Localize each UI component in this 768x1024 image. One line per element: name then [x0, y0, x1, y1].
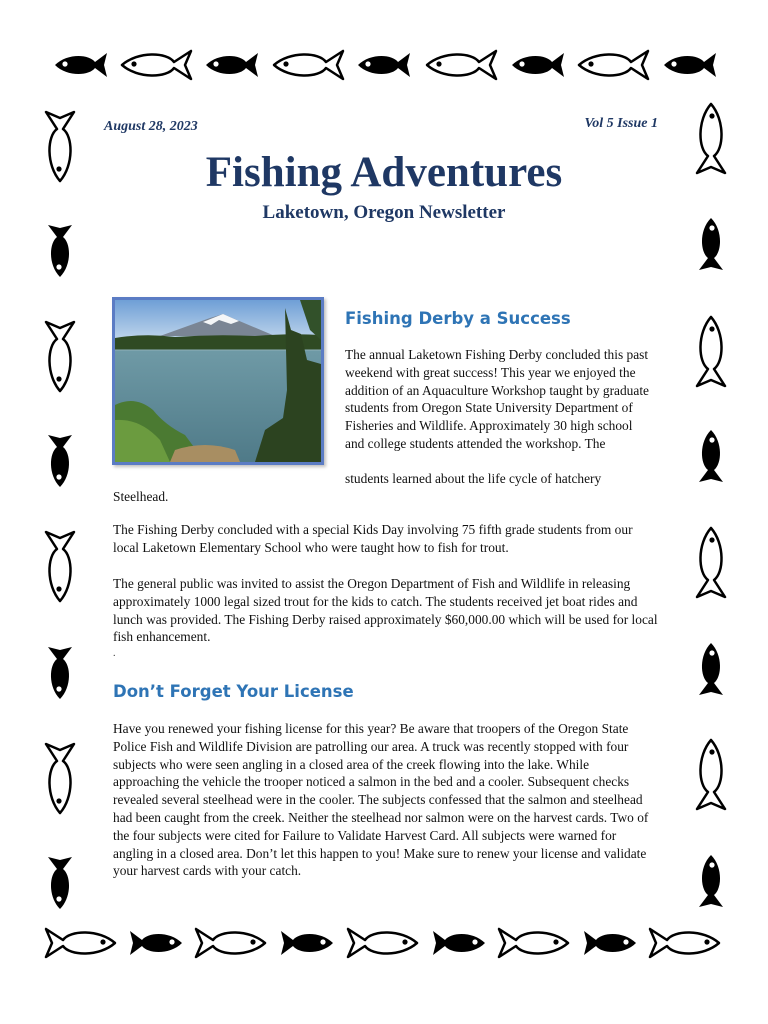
- fish-icon: [46, 532, 74, 601]
- issue-date: August 28, 2023: [104, 119, 198, 134]
- fish-icon: [499, 929, 568, 957]
- fish-icon: [433, 931, 485, 955]
- fish-icon: [48, 435, 72, 487]
- fish-icon: [697, 317, 725, 386]
- fish-icon: [348, 929, 417, 957]
- derby-paragraph-1: The annual Laketown Fishing Derby concluded this past weekend with great success! This year we enjoyed the addition of an Aquaculture Workshop taught by graduate students from Oregon State University Department of Fisheries and Wildlife. Approximately 30 high school and college students attended the workshop. The: [345, 347, 649, 451]
- fish-icon: [699, 430, 723, 482]
- lake-mountain-image: [115, 300, 321, 462]
- fish-icon: [664, 53, 716, 77]
- article-heading-license: Don’t Forget Your License: [113, 682, 354, 701]
- derby-paragraph-1-end: Steelhead.: [113, 489, 169, 504]
- fish-icon: [55, 53, 107, 77]
- fish-icon: [48, 857, 72, 909]
- fish-icon: [46, 929, 115, 957]
- newsletter-subtitle: Laketown, Oregon Newsletter: [262, 202, 506, 223]
- fish-icon: [196, 929, 265, 957]
- article-heading-derby: Fishing Derby a Success: [345, 309, 571, 328]
- fish-icon: [584, 931, 636, 955]
- fish-icon: [46, 744, 74, 813]
- fish-icon: [427, 51, 496, 79]
- fish-icon: [358, 53, 410, 77]
- fish-icon: [650, 929, 719, 957]
- derby-paragraph-3: The general public was invited to assist the Oregon Department of Fish and Wildlife in releasing approximately 1000 legal sized trout for the kids to catch. The students received jet boat rides and lunch was provided. The Fishing Derby raised approximately $60,000.00 which will be used for local fish enhancement.: [113, 576, 658, 645]
- stray-mark: .: [113, 648, 116, 659]
- fish-icon: [281, 931, 333, 955]
- newsletter-title: Fishing Adventures: [205, 149, 563, 196]
- derby-paragraph-1-continued: students learned about the life cycle of hatchery: [345, 471, 602, 486]
- license-paragraph: Have you renewed your fishing license for this year? Be aware that troopers of the Oregon State Police Fish and Wildlife Division are patrolling our area. A truck was recently stopped with four subjects who were seen angling in a closed area of the creek flowing into the lake. While approaching the vehicle the trooper noticed a salmon in the bed and a cooler. Subsequent checks revealed several steelhead were in the cooler. The subjects confessed that the salmon and steelhead had been caught from the creek. Neither the steelhead nor salmon were on the harvest cards. Two of the four subjects were cited for Failure to Validate Harvest Card. All subjects were warned for angling in a closed area. Don’t let this happen to you! Make sure to renew your license and validate your harvest cards with your catch.: [113, 721, 649, 879]
- fish-icon: [46, 322, 74, 391]
- fish-icon: [206, 53, 258, 77]
- fish-icon: [579, 51, 648, 79]
- fish-icon: [48, 647, 72, 699]
- fish-icon: [130, 931, 182, 955]
- fish-icon: [697, 740, 725, 809]
- fish-icon: [699, 855, 723, 907]
- fish-icon: [274, 51, 343, 79]
- fish-icon: [512, 53, 564, 77]
- fish-icon: [699, 643, 723, 695]
- fish-icon: [699, 218, 723, 270]
- fish-icon: [48, 225, 72, 277]
- lake-photo: [112, 297, 324, 465]
- fish-icon: [697, 528, 725, 597]
- issue-number: Vol 5 Issue 1: [584, 116, 658, 131]
- derby-paragraph-2: The Fishing Derby concluded with a special Kids Day involving 75 fifth grade students from our local Laketown Elementary School who were taught how to fish for trout.: [113, 522, 633, 555]
- fish-icon: [122, 51, 191, 79]
